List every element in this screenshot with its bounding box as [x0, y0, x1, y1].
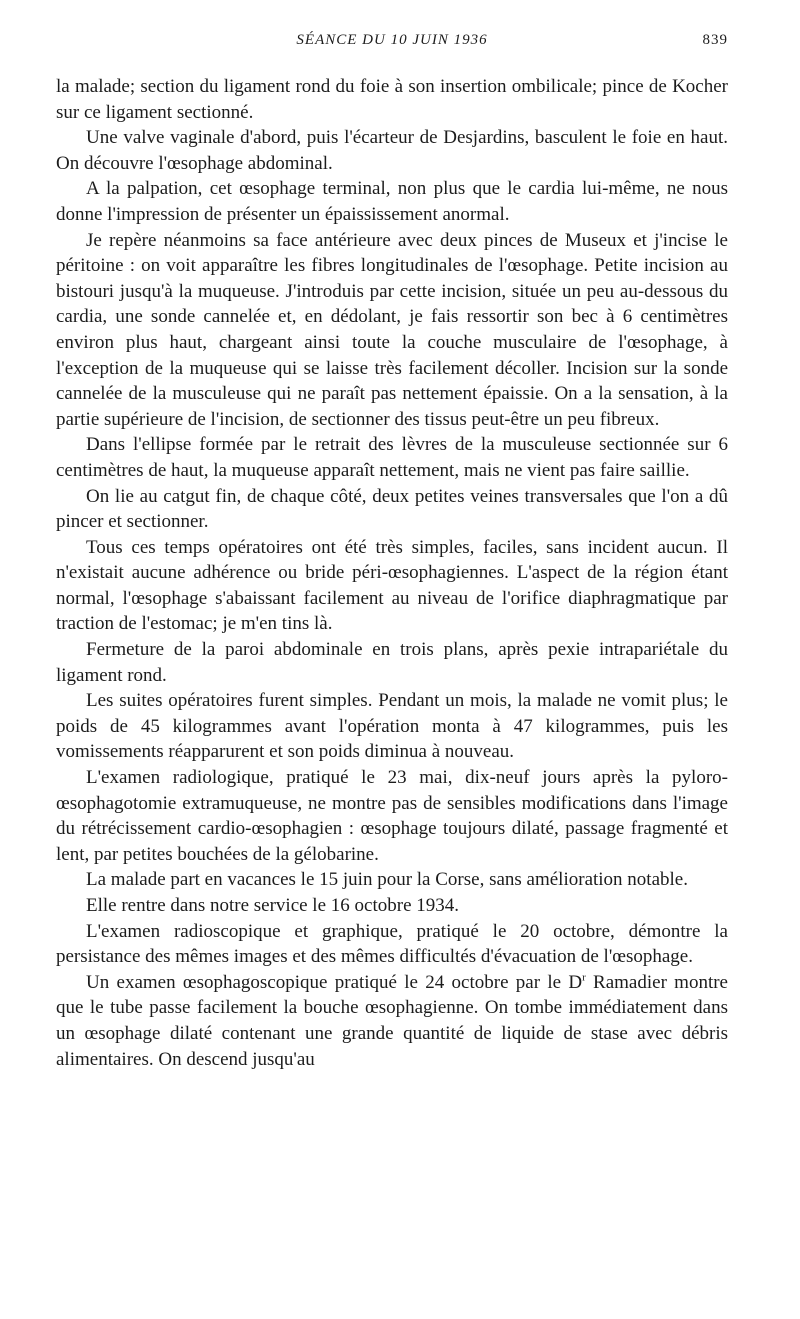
paragraph: Je repère néanmoins sa face antérieure avec deux pinces de Museux et j'incise le péritoine : on voit apparaître les fibres longitudinales de l'œsophage. Petite incision au bistouri jusqu'à la muqueuse. J'introduis par cette incision, située un peu au-dessous du cardia, une sonde cannelée et, en dédolant, je fais ressortir son bec à 6 centimètres environ plus haut, chargeant ainsi toute la couche musculaire de l'œsophage, à l'exception de la muqueuse qui se laisse très facilement décoller. Incision sur la sonde cannelée de la musculeuse qui ne paraît pas nettement épaissie. On a la sensation, à la partie supérieure de l'incision, de sectionner des tissus peut-être un peu fibreux. [56, 229, 728, 430]
paragraph: Elle rentre dans notre service le 16 octobre 1934. [86, 895, 459, 916]
paragraph: la malade; section du ligament rond du foie à son insertion ombilicale; pince de Kocher sur ce ligament sectionné. [56, 76, 728, 123]
page-number: 839 [702, 32, 728, 48]
paragraph: L'examen radioscopique et graphique, pratiqué le 20 octobre, démontre la persistance des mêmes images et des mêmes difficultés d'évacuation de l'œsophage. [56, 920, 728, 968]
page [56, 28, 728, 1072]
paragraph-text: Un examen œsophagoscopique pratiqué le 24 octobre par le D [86, 971, 583, 993]
paragraph: Une valve vaginale d'abord, puis l'écarteur de Desjardins, basculent le foie en haut. On découvre l'œsophage abdominal. [56, 127, 728, 174]
paragraph: Les suites opératoires furent simples. Pendant un mois, la malade ne vomit plus; le poids de 45 kilogrammes avant l'opération monta à 47 kilogrammes, puis les vomissements réapparurent et son poids diminua à nouveau. [56, 690, 728, 763]
paragraph: La malade part en vacances le 15 juin pour la Corse, sans amélioration notable. [86, 869, 688, 891]
running-header [56, 28, 728, 58]
paragraph: L'examen radiologique, pratiqué le 23 mai, dix-neuf jours après la pyloro-œsophagotomie extramuqueuse, ne montre pas de sensibles modifications dans l'image du rétrécissement cardio-œsophagien : œsophage toujours dilaté, passage fragmenté et lent, par petites bouchées de la gélobarine. [56, 767, 728, 865]
paragraph: Tous ces temps opératoires ont été très simples, faciles, sans incident aucun. Il n'existait aucune adhérence ou bride péri-œsophagiennes. L'aspect de la région étant normal, l'œsophage s'abaissant facilement au niveau de l'orifice diaphragmatique par traction de l'estomac; je m'en tins là. [56, 536, 728, 635]
superscript: r [582, 971, 586, 984]
running-title: SÉANCE DU 10 JUIN 1936 [296, 32, 488, 48]
body-text [56, 74, 728, 1072]
paragraph: On lie au catgut fin, de chaque côté, deux petites veines transversales que l'on a dû pincer et sectionner. [56, 485, 728, 533]
paragraph: Fermeture de la paroi abdominale en trois plans, après pexie intrapariétale du ligament rond. [56, 639, 728, 686]
paragraph: Dans l'ellipse formée par le retrait des lèvres de la musculeuse sectionnée sur 6 centimètres de haut, la muqueuse apparaît nettement, mais ne vient pas faire saillie. [56, 434, 728, 481]
paragraph-text: Ramadier montre que le tube passe facilement la bouche œsophagienne. On tombe immédiatement dans un œsophage dilaté contenant une grande quantité de liquide de stase avec débris alimentaires. On descend jusqu'au [56, 971, 728, 1070]
paragraph: A la palpation, cet œsophage terminal, non plus que le cardia lui-même, ne nous donne l'impression de présenter un épaississement anormal. [56, 178, 728, 225]
paragraph-last [56, 970, 728, 1072]
